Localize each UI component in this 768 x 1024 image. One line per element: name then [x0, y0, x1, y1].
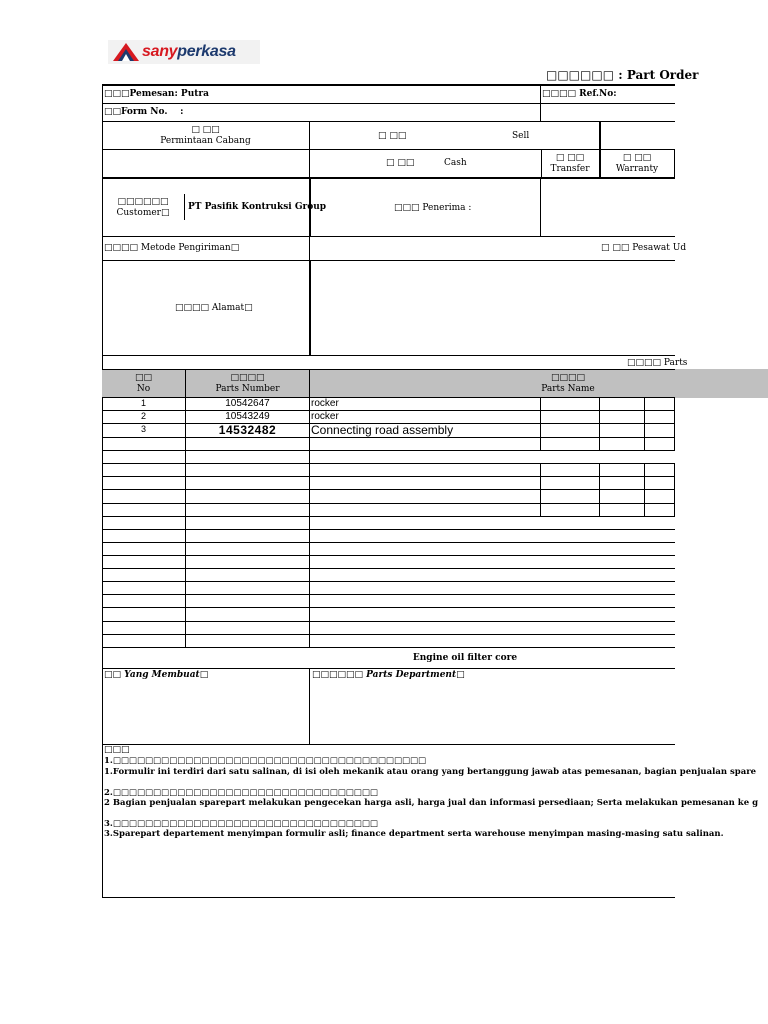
- transfer-label: Transfer: [550, 164, 590, 174]
- note-line: 1.□□□□□□□□□□□□□□□□□□□□□□□□□□□□□□□□□□□□□□□: [104, 756, 427, 766]
- rule: [102, 621, 675, 622]
- rule: [102, 744, 675, 745]
- note-line: 1.Formulir ini terdiri dari satu salinan, di isi oleh mekanik atau orang yang bertanggung jawab atas pemesanan, bagian penjualan spare: [104, 767, 757, 777]
- rule: [102, 555, 675, 556]
- table-cell-part-name: rocker: [311, 411, 339, 422]
- cash-checkbox[interactable]: □ □□: [386, 158, 415, 168]
- penerima-label: □□□ Penerima :: [394, 203, 472, 213]
- alamat-label: □□□□ Alamat□: [175, 303, 253, 313]
- metode-label: □□□□ Metode Pengiriman□: [104, 243, 240, 253]
- col-no-header: No: [136, 384, 151, 394]
- rule: [102, 489, 675, 490]
- permintaan-checkbox[interactable]: □ □□: [191, 125, 220, 135]
- pemesan-label: □□□Pemesan: Putra: [104, 89, 209, 99]
- col-pn-header: Parts Number: [215, 384, 280, 394]
- parts-section-label: □□□□ Parts: [627, 358, 688, 368]
- rule: [599, 121, 601, 178]
- rule: [102, 503, 675, 504]
- logo-mark-icon: [112, 42, 140, 62]
- table-cell-part-number: 14532482: [218, 423, 277, 437]
- col-name-header: Parts Name: [541, 384, 595, 394]
- warranty-label: Warranty: [615, 164, 659, 174]
- warranty-checkbox[interactable]: □ □□: [622, 153, 652, 163]
- transfer-checkbox[interactable]: □ □□: [555, 153, 585, 163]
- pesawat-checkbox[interactable]: □ □□ Pesawat Ud: [601, 243, 687, 253]
- rule: [102, 634, 675, 635]
- rule: [102, 516, 675, 517]
- bottom-border: [102, 897, 675, 898]
- rule: [102, 121, 675, 122]
- rule: [184, 194, 185, 220]
- table-cell-no: 3: [140, 424, 146, 434]
- rule: [102, 529, 675, 530]
- col-no-cn: □□: [134, 373, 152, 383]
- rule: [102, 581, 675, 582]
- table-cell-part-number: 10542647: [225, 398, 270, 409]
- rule: [102, 542, 675, 543]
- rule: [674, 463, 675, 517]
- rule: [102, 84, 675, 86]
- pemesan-value: Putra: [180, 89, 209, 99]
- table-cell-part-number: 10543249: [225, 411, 270, 422]
- rule: [102, 450, 675, 451]
- rule: [102, 607, 675, 608]
- rule: [540, 397, 541, 451]
- rule: [102, 568, 675, 569]
- rule: [644, 397, 645, 451]
- rule: [102, 437, 675, 438]
- table-cell-no: 2: [140, 411, 146, 421]
- remark-text: Engine oil filter core: [412, 653, 518, 663]
- rule: [644, 463, 645, 517]
- rule: [102, 149, 675, 150]
- customer-label-cn: □□□□□□: [117, 197, 169, 207]
- permintaan-label: Permintaan Cabang: [160, 136, 251, 146]
- ref-no-label: □□□□ Ref.No:: [542, 89, 617, 99]
- rule: [102, 260, 675, 261]
- rule: [674, 397, 675, 451]
- note-line: 2.□□□□□□□□□□□□□□□□□□□□□□□□□□□□□□□□□: [104, 788, 378, 798]
- rule: [102, 103, 675, 104]
- rule: [599, 463, 600, 517]
- form-no-value: :: [180, 107, 184, 117]
- rule: [309, 668, 310, 744]
- rule: [309, 260, 311, 355]
- rule: [102, 355, 675, 356]
- rule: [102, 668, 675, 669]
- cash-label: Cash: [444, 158, 467, 168]
- rule: [102, 369, 675, 370]
- rule: [540, 463, 541, 517]
- rule: [599, 397, 600, 451]
- page-title: □□□□□□ : Part Order: [546, 68, 699, 82]
- col-name-cn: □□□□: [550, 373, 585, 383]
- note-line: 3.Sparepart departement menyimpan formulir asli; finance department serta warehouse menyimpan masing-masing satu salinan.: [104, 829, 724, 839]
- rule: [102, 463, 675, 464]
- form-no-label: □□Form No. :: [104, 107, 184, 117]
- rule: [102, 594, 675, 595]
- company-logo: [108, 40, 260, 64]
- notes-heading: □□□: [104, 745, 130, 755]
- rule: [102, 647, 675, 648]
- rule: [102, 236, 675, 237]
- col-pn-cn: □□□□: [230, 373, 265, 383]
- table-cell-part-name: rocker: [311, 398, 339, 409]
- rule: [540, 177, 541, 237]
- sell-label: Sell: [512, 131, 530, 141]
- parts-dept-label: □□□□□□ Parts Department□: [312, 670, 465, 680]
- rule: [309, 121, 310, 179]
- table-cell-no: 1: [140, 398, 146, 408]
- note-line: 3.□□□□□□□□□□□□□□□□□□□□□□□□□□□□□□□□□: [104, 819, 378, 829]
- sell-checkbox[interactable]: □ □□: [378, 131, 407, 141]
- maker-label: □□ Yang Membuat□: [104, 670, 209, 680]
- logo-text: sanyperkasa: [142, 43, 236, 60]
- rule: [102, 177, 675, 179]
- note-line: 2 Bagian penjualan sparepart melakukan pengecekan harga asli, harga jual dan informasi persediaan; Serta melakukan pemesanan ke g: [104, 798, 759, 808]
- table-cell-part-name: Connecting road assembly: [311, 423, 454, 437]
- rule: [674, 149, 675, 178]
- rule: [309, 236, 310, 261]
- rule: [102, 476, 675, 477]
- rule: [540, 84, 541, 122]
- customer-label: Customer□: [116, 208, 170, 218]
- customer-value: PT Pasifik Kontruksi Group: [188, 202, 327, 212]
